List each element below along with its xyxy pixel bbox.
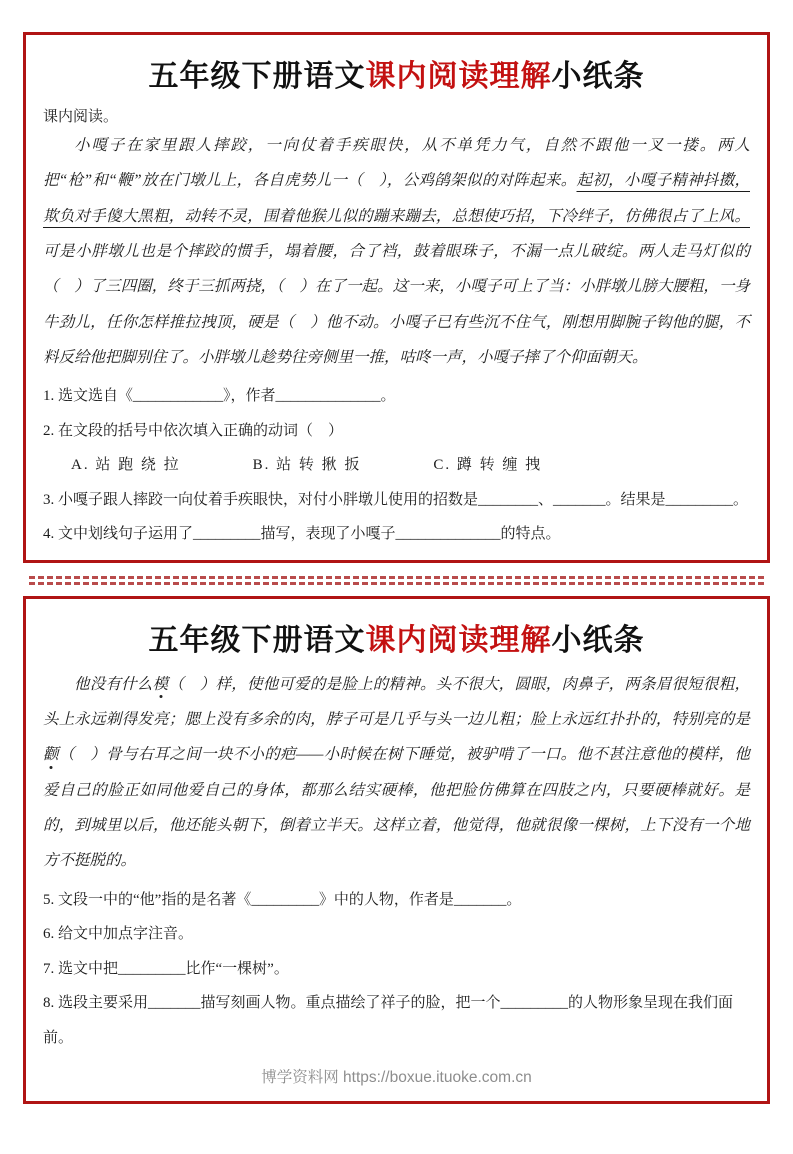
- dotted-character: 模: [152, 675, 169, 693]
- question-list-1: [43, 379, 750, 552]
- passage-text: 可是小胖墩儿也是个摔跤的惯手，塌着腰，合了裆，鼓着眼珠子，不漏一点儿破绽。两人走马灯似的（ ）了三四圈，终于三抓两挠，（ ）在了一起。这一来，小嘎子可上了当：小胖墩儿膀大腰粗，一身牛劲儿，任你怎样推拉拽顶，硬是（ ）他不动。小嘎子已有些沉不住气，刚想用脚腕子钩他的腿，不料反给他把脚别住了。小胖墩儿趁势往旁侧里一推，咕咚一声，小嘎子摔了个仰面朝天。: [43, 242, 750, 366]
- underlined-sentence: 起初，小嘎子精神抖擞，欺负对手傻大黑粗，动转不灵，围着他猴儿似的蹦来蹦去，总想使巧招，下冷绊子，仿佛很占了上风。: [43, 172, 750, 225]
- answer-options-row: [43, 448, 750, 483]
- question-item: 3. 小嘎子跟人摔跤一向仗着手疾眼快，对付小胖墩儿使用的招数是________、_______。结果是_________。: [43, 491, 749, 508]
- answer-option: A. 站 跑 绕 拉: [71, 457, 181, 474]
- passage-text: 他没有什么: [74, 675, 153, 693]
- reading-passage-1: [43, 128, 750, 375]
- question-item: 5. 文段一中的“他”指的是名著《_________》中的人物，作者是_______。: [43, 891, 522, 908]
- card-2-title: [43, 615, 750, 659]
- site-credit-link[interactable]: 博学资料网 https://boxue.ituoke.com.cn: [261, 1069, 532, 1087]
- reading-passage-2: [43, 667, 750, 879]
- worksheet-card-2: [23, 596, 770, 1104]
- question-item: 2. 在文段的括号中依次填入正确的动词（ ）: [43, 422, 344, 439]
- card-1-title: [43, 51, 750, 95]
- passage-text: 小嘎子在家里跟人摔跤，一向仗着手疾眼快，从不单凭力气，自然不跟他一叉一搂。两人把“枪”和“鞭”放在门墩儿上，各自虎势儿一（ ），公鸡鹐架似的对阵起来。: [43, 137, 750, 190]
- title-text-topic: 课内阅读理解: [365, 60, 552, 93]
- title-text-suffix: 小纸条: [551, 623, 645, 657]
- title-text-grade: 五年级下册语文: [148, 60, 366, 93]
- question-item: 4. 文中划线句子运用了_________描写，表现了小嘎子______________的特点。: [43, 526, 561, 543]
- answer-option: C. 蹲 转 缠 拽: [433, 457, 543, 474]
- answer-option: B. 站 转 揪 扳: [252, 457, 362, 474]
- title-text-grade: 五年级下册语文: [148, 623, 366, 657]
- worksheet-page: [0, 32, 793, 1154]
- dotted-character: 颧: [43, 746, 59, 764]
- passage-text: （ ）骨与右耳之间一块不小的疤——小时候在树下睡觉，被驴啃了一口。他不甚注意他的模样，他爱自己的脸正如同他爱自己的身体，都那么结实硬棒，他把脸仿佛算在四肢之内，只要硬棒就好。是的，到城里以后，他还能头朝下，倒着立半天。这样立着，他觉得，他就很像一棵树，上下没有一个地方不挺脱的。: [43, 746, 750, 870]
- worksheet-card-1: [23, 32, 770, 563]
- question-list-2: [43, 883, 750, 1056]
- intro-label: 课内阅读。: [43, 109, 119, 125]
- title-text-suffix: 小纸条: [551, 60, 645, 93]
- question-item: 8. 选段主要采用_______描写刻画人物。重点描绘了祥子的脸，把一个_________的人物形象呈现在我们面前。: [43, 995, 734, 1046]
- question-item: 6. 给文中加点字注音。: [43, 926, 194, 943]
- dashed-cut-divider: [29, 576, 764, 585]
- question-item: 1. 选文选自《____________》，作者______________。: [43, 388, 396, 405]
- title-text-topic: 课内阅读理解: [365, 623, 552, 657]
- question-item: 7. 选文中把_________比作“一棵树”。: [43, 960, 289, 977]
- passage-text: （ ）样，使他可爱的是脸上的精神。头不很大，圆眼，肉鼻子，两条眉很短很粗，头上永远剃得发亮；腮上没有多余的肉，脖子可是几乎与头一边儿粗；脸上永远红扑扑的，特别亮的是: [43, 675, 750, 729]
